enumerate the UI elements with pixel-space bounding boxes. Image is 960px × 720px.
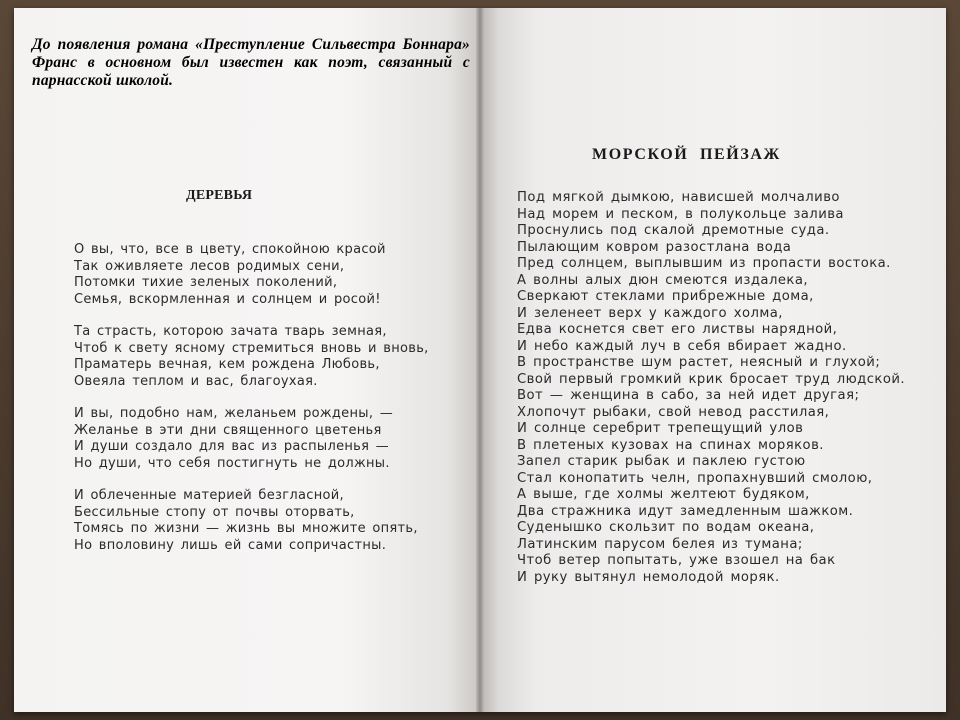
poem-line: И вы, подобно нам, желаньем рождены, — [74,406,393,421]
stanza-gap [74,472,454,488]
poem-line: Вот — женщина в сабо, за ней идет другая; [517,388,860,403]
poem-line: В пространстве шум растет, неясный и глухой; [517,355,881,370]
poem-line: И солнце серебрит трепещущий улов [517,421,804,436]
poem-line: Но вполовину лишь ей сами сопричастны. [74,537,387,553]
poem-line: Свой первый громкий крик бросает труд людской. [517,371,905,387]
poem-line: Та страсть, которою зачата тварь земная, [74,324,387,339]
poem-line: А волны алых дюн смеются издалека, [517,272,808,288]
poem-line: Чтоб к свету ясному стремиться вновь и вновь, [74,340,429,356]
stanza-gap [74,390,454,406]
poem-line: В плетеных кузовах на спинах моряков. [517,437,824,453]
poem-line: Два стражника идут замедленным шажком. [517,503,854,519]
poem-line: Хлопочут рыбаки, свой невод расстилая, [517,404,830,420]
poem-line: Овеяла теплом и вас, благоухая. [74,373,318,389]
poem-line: Латинским парусом белея из тумана; [517,536,803,552]
poem-line: Томясь по жизни — жизнь вы множите опять, [74,521,418,536]
poem-line: Стал конопатить челн, пропахнувший смолою, [517,470,873,486]
poem-line: Над морем и песком, в полукольце залива [517,206,844,222]
poem-title-trees: ДЕРЕВЬЯ [186,188,253,203]
poem-line: Сверкают стеклами прибрежные дома, [517,289,814,304]
poem-line: Но души, что себя постигнуть не должны. [74,455,390,471]
poem-title-seascape: МОРСКОЙ ПЕЙЗАЖ [592,146,781,163]
poem-line: Суденышко скользит по водам океана, [517,520,815,535]
poem-line: Пред солнцем, выплывшим из пропасти востока. [517,256,891,271]
poem-trees [74,242,454,554]
poem-line: А выше, где холмы желтеют будяком, [517,487,810,502]
slide-caption: До появления романа «Преступление Сильвестра Боннара» Франс в основном был известен как поэт, связанный с парнасской школой. [32,36,470,89]
poem-line: Проснулись под скалой дремотные суда. [517,223,830,238]
poem-seascape [517,190,927,586]
poem-line: Потомки тихие зеленых поколений, [74,275,338,290]
poem-line: Семья, вскормленная и солнцем и росой! [74,291,381,307]
poem-line: Праматерь вечная, кем рождена Любовь, [74,357,380,372]
book-spine [476,8,484,712]
poem-line: И небо каждый луч в себя вбирает жадно. [517,338,847,354]
stanza-gap [74,308,454,324]
poem-line: И зеленеет верх у каждого холма, [517,305,783,321]
poem-line: Чтоб ветер попытать, уже взошел на бак [517,553,836,568]
poem-line: Запел старик рыбак и паклею густою [517,454,806,469]
poem-line: Бессильные стопу от почвы оторвать, [74,504,355,520]
poem-line: И руку вытянул немолодой моряк. [517,569,780,585]
poem-line: Едва коснется свет его листвы нарядной, [517,322,838,337]
poem-line: Так оживляете лесов родимых сени, [74,258,345,274]
poem-line: И облеченные материей безгласной, [74,488,344,503]
poem-line: И души создало для вас из распыленья — [74,439,389,454]
poem-line: Пылающим ковром разостлана вода [517,239,792,255]
poem-line: Желанье в эти дни священного цветенья [74,422,382,438]
poem-line: Под мягкой дымкою, нависшей молчаливо [517,190,840,205]
poem-line: О вы, что, все в цвету, спокойною красой [74,242,386,257]
